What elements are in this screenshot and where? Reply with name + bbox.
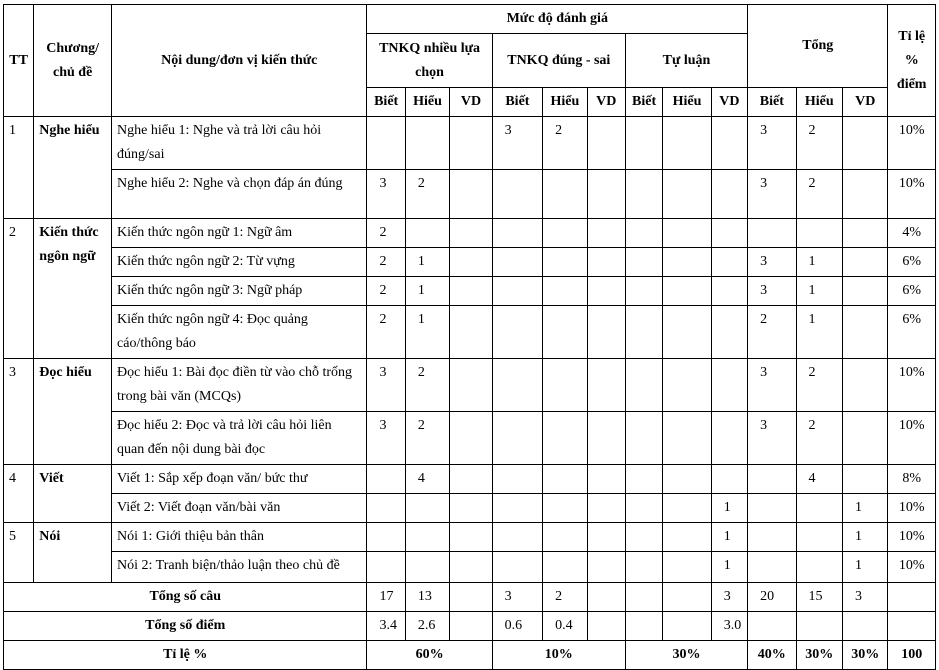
- total-cell: 3.0: [711, 612, 747, 641]
- count-cell: [543, 170, 587, 219]
- count-cell: [543, 494, 587, 523]
- percent-cell: 10%: [888, 552, 936, 583]
- count-cell: [492, 170, 542, 219]
- header-sub-cell: VD: [842, 88, 887, 117]
- topic-number: 3: [4, 359, 34, 465]
- count-cell: [492, 465, 542, 494]
- count-cell: 1: [842, 523, 887, 552]
- count-cell: [625, 117, 662, 170]
- table-header: [4, 5, 936, 117]
- count-cell: [625, 306, 662, 359]
- total-cell: [587, 612, 625, 641]
- table-row: [4, 306, 936, 359]
- header-sub-cell: Biết: [625, 88, 662, 117]
- count-cell: [796, 523, 842, 552]
- count-cell: 3: [367, 170, 405, 219]
- count-cell: [842, 170, 887, 219]
- count-cell: [842, 219, 887, 248]
- total-cell: 3.4: [367, 612, 405, 641]
- count-cell: [450, 412, 492, 465]
- table-row: [4, 117, 936, 170]
- count-cell: 2: [367, 248, 405, 277]
- count-cell: [543, 412, 587, 465]
- count-cell: [711, 306, 747, 359]
- count-cell: 3: [367, 359, 405, 412]
- header-sub-cell: VD: [587, 88, 625, 117]
- count-cell: [492, 248, 542, 277]
- table-body: [4, 117, 936, 670]
- ratio-total: 100: [888, 641, 936, 670]
- count-cell: [405, 552, 449, 583]
- count-cell: 1: [796, 306, 842, 359]
- header-total: Tổng: [748, 5, 888, 88]
- percent-cell: 6%: [888, 277, 936, 306]
- count-cell: [842, 359, 887, 412]
- topic-name: Đọc hiểu: [34, 359, 112, 465]
- count-cell: [543, 306, 587, 359]
- count-cell: [492, 219, 542, 248]
- count-cell: [492, 412, 542, 465]
- ratio-essay: 30%: [625, 641, 747, 670]
- total-cell: [663, 612, 711, 641]
- header-ratio: Tỉ lệ % điểm: [888, 5, 936, 117]
- count-cell: [663, 523, 711, 552]
- count-cell: [587, 277, 625, 306]
- count-cell: [625, 170, 662, 219]
- count-cell: 4: [405, 465, 449, 494]
- total-cell: [663, 583, 711, 612]
- count-cell: 2: [367, 306, 405, 359]
- count-cell: 2: [367, 219, 405, 248]
- count-cell: 1: [711, 552, 747, 583]
- count-cell: [587, 219, 625, 248]
- count-cell: [625, 219, 662, 248]
- header-true-false: TNKQ đúng - sai: [492, 34, 625, 88]
- count-cell: [711, 219, 747, 248]
- header-assessment-level: Mức độ đánh giá: [367, 5, 748, 34]
- count-cell: 2: [405, 412, 449, 465]
- topic-name: Viết: [34, 465, 112, 523]
- total-cell: [796, 612, 842, 641]
- content-cell: Đọc hiểu 2: Đọc và trả lời câu hỏi liên quan đến nội dung bài đọc: [112, 412, 367, 465]
- count-cell: [367, 465, 405, 494]
- count-cell: [625, 494, 662, 523]
- count-cell: [492, 277, 542, 306]
- total-label: Tổng số câu: [4, 583, 367, 612]
- topic-name: Nghe hiểu: [34, 117, 112, 219]
- count-cell: 1: [842, 494, 887, 523]
- count-cell: [543, 465, 587, 494]
- content-cell: Kiến thức ngôn ngữ 3: Ngữ pháp: [112, 277, 367, 306]
- topic-name: Kiến thức ngôn ngữ: [34, 219, 112, 359]
- count-cell: 3: [748, 277, 796, 306]
- count-cell: 2: [367, 277, 405, 306]
- header-sub-cell: Hiểu: [796, 88, 842, 117]
- count-cell: 1: [842, 552, 887, 583]
- count-cell: [663, 359, 711, 412]
- table-row: [4, 523, 936, 552]
- count-cell: [711, 277, 747, 306]
- total-cell: 0.6: [492, 612, 542, 641]
- count-cell: [711, 117, 747, 170]
- count-cell: [543, 248, 587, 277]
- count-cell: [587, 523, 625, 552]
- count-cell: [587, 248, 625, 277]
- count-cell: [405, 494, 449, 523]
- table-row: [4, 412, 936, 465]
- total-cell: 3: [492, 583, 542, 612]
- total-cell: 3: [711, 583, 747, 612]
- count-cell: [748, 552, 796, 583]
- header-content: Nội dung/đơn vị kiến thức: [112, 5, 367, 117]
- count-cell: 1: [405, 248, 449, 277]
- count-cell: [842, 277, 887, 306]
- total-percent-cell: [888, 612, 936, 641]
- header-tt: TT: [4, 5, 34, 117]
- count-cell: 3: [748, 248, 796, 277]
- ratio-true-false: 10%: [492, 641, 625, 670]
- ratio-label: Tỉ lệ %: [4, 641, 367, 670]
- table-row: [4, 552, 936, 583]
- count-cell: 2: [796, 359, 842, 412]
- count-cell: 2: [748, 306, 796, 359]
- ratio-know: 40%: [748, 641, 796, 670]
- total-cell: [450, 612, 492, 641]
- count-cell: [450, 552, 492, 583]
- total-cell: [625, 583, 662, 612]
- header-chapter: Chương/ chủ đề: [34, 5, 112, 117]
- count-cell: [711, 465, 747, 494]
- count-cell: [587, 117, 625, 170]
- count-cell: 2: [796, 117, 842, 170]
- count-cell: [711, 412, 747, 465]
- count-cell: 2: [543, 117, 587, 170]
- table-row: [4, 170, 936, 219]
- header-mcq: TNKQ nhiều lựa chọn: [367, 34, 492, 88]
- count-cell: [663, 248, 711, 277]
- header-essay: Tự luận: [625, 34, 747, 88]
- header-sub-cell: VD: [711, 88, 747, 117]
- count-cell: 2: [405, 359, 449, 412]
- total-label: Tổng số điểm: [4, 612, 367, 641]
- count-cell: [587, 494, 625, 523]
- count-cell: [748, 219, 796, 248]
- count-cell: 1: [405, 277, 449, 306]
- count-cell: [842, 117, 887, 170]
- count-cell: 2: [796, 412, 842, 465]
- count-cell: 3: [367, 412, 405, 465]
- count-cell: [450, 306, 492, 359]
- count-cell: [405, 117, 449, 170]
- count-cell: [450, 465, 492, 494]
- count-cell: [711, 170, 747, 219]
- ratio-understand: 30%: [796, 641, 842, 670]
- count-cell: [711, 359, 747, 412]
- count-cell: [625, 465, 662, 494]
- count-cell: [748, 494, 796, 523]
- count-cell: [367, 523, 405, 552]
- count-cell: [842, 248, 887, 277]
- count-cell: [492, 359, 542, 412]
- count-cell: [796, 552, 842, 583]
- content-cell: Viết 2: Viết đoạn văn/bài văn: [112, 494, 367, 523]
- count-cell: [663, 117, 711, 170]
- count-cell: 1: [711, 494, 747, 523]
- total-cell: 0.4: [543, 612, 587, 641]
- count-cell: [663, 219, 711, 248]
- content-cell: Kiến thức ngôn ngữ 4: Đọc quảng cáo/thông báo: [112, 306, 367, 359]
- count-cell: [625, 277, 662, 306]
- total-cell: 13: [405, 583, 449, 612]
- count-cell: [367, 494, 405, 523]
- header-sub-cell: Biết: [492, 88, 542, 117]
- header-sub-cell: Hiểu: [543, 88, 587, 117]
- percent-cell: 6%: [888, 306, 936, 359]
- total-row-points: [4, 612, 936, 641]
- count-cell: 3: [748, 359, 796, 412]
- count-cell: [543, 552, 587, 583]
- count-cell: [450, 248, 492, 277]
- count-cell: 1: [796, 248, 842, 277]
- topic-number: 2: [4, 219, 34, 359]
- total-cell: [625, 612, 662, 641]
- percent-cell: 8%: [888, 465, 936, 494]
- header-sub-cell: Biết: [748, 88, 796, 117]
- ratio-mcq: 60%: [367, 641, 492, 670]
- percent-cell: 10%: [888, 170, 936, 219]
- count-cell: [663, 552, 711, 583]
- count-cell: [492, 494, 542, 523]
- content-cell: Nghe hiểu 1: Nghe và trả lời câu hỏi đúng/sai: [112, 117, 367, 170]
- count-cell: [492, 523, 542, 552]
- count-cell: 3: [748, 170, 796, 219]
- count-cell: [543, 219, 587, 248]
- count-cell: [663, 465, 711, 494]
- count-cell: 3: [748, 117, 796, 170]
- count-cell: [543, 277, 587, 306]
- header-sub-cell: VD: [450, 88, 492, 117]
- count-cell: 2: [405, 170, 449, 219]
- ratio-apply: 30%: [842, 641, 887, 670]
- count-cell: [625, 248, 662, 277]
- header-sub-cell: Hiểu: [663, 88, 711, 117]
- count-cell: [663, 494, 711, 523]
- count-cell: [450, 219, 492, 248]
- total-row-ratio: [4, 641, 936, 670]
- content-cell: Kiến thức ngôn ngữ 1: Ngữ âm: [112, 219, 367, 248]
- percent-cell: 10%: [888, 494, 936, 523]
- table-row: [4, 248, 936, 277]
- count-cell: [450, 523, 492, 552]
- count-cell: 3: [492, 117, 542, 170]
- topic-number: 4: [4, 465, 34, 523]
- count-cell: 1: [711, 523, 747, 552]
- count-cell: [543, 523, 587, 552]
- count-cell: [450, 277, 492, 306]
- percent-cell: 10%: [888, 412, 936, 465]
- count-cell: [587, 552, 625, 583]
- count-cell: [543, 359, 587, 412]
- table-row: [4, 465, 936, 494]
- content-cell: Nói 1: Giới thiệu bản thân: [112, 523, 367, 552]
- count-cell: [842, 306, 887, 359]
- count-cell: [450, 494, 492, 523]
- topic-number: 5: [4, 523, 34, 583]
- count-cell: [625, 552, 662, 583]
- count-cell: [405, 219, 449, 248]
- total-cell: 3: [842, 583, 887, 612]
- count-cell: 2: [796, 170, 842, 219]
- total-cell: [842, 612, 887, 641]
- total-cell: 15: [796, 583, 842, 612]
- count-cell: [711, 248, 747, 277]
- count-cell: [405, 523, 449, 552]
- count-cell: [587, 465, 625, 494]
- header-sub-cell: Biết: [367, 88, 405, 117]
- count-cell: [748, 523, 796, 552]
- percent-cell: 10%: [888, 117, 936, 170]
- count-cell: [796, 219, 842, 248]
- total-cell: 20: [748, 583, 796, 612]
- count-cell: [492, 306, 542, 359]
- count-cell: [625, 412, 662, 465]
- percent-cell: 10%: [888, 523, 936, 552]
- count-cell: [625, 523, 662, 552]
- count-cell: [625, 359, 662, 412]
- assessment-matrix-table: [3, 4, 936, 670]
- total-row-questions: [4, 583, 936, 612]
- count-cell: [663, 170, 711, 219]
- count-cell: [663, 412, 711, 465]
- percent-cell: 6%: [888, 248, 936, 277]
- percent-cell: 4%: [888, 219, 936, 248]
- content-cell: Đọc hiểu 1: Bài đọc điền từ vào chỗ trống trong bài văn (MCQs): [112, 359, 367, 412]
- table-row: [4, 219, 936, 248]
- count-cell: [367, 552, 405, 583]
- total-cell: [748, 612, 796, 641]
- content-cell: Nói 2: Tranh biện/thảo luận theo chủ đề: [112, 552, 367, 583]
- count-cell: 4: [796, 465, 842, 494]
- topic-name: Nói: [34, 523, 112, 583]
- percent-cell: 10%: [888, 359, 936, 412]
- count-cell: [796, 494, 842, 523]
- count-cell: [842, 465, 887, 494]
- count-cell: [587, 412, 625, 465]
- total-cell: 2.6: [405, 612, 449, 641]
- count-cell: [367, 117, 405, 170]
- count-cell: [450, 359, 492, 412]
- count-cell: [748, 465, 796, 494]
- count-cell: [663, 277, 711, 306]
- count-cell: [842, 412, 887, 465]
- count-cell: [587, 306, 625, 359]
- header-sub-cell: Hiểu: [405, 88, 449, 117]
- total-cell: [587, 583, 625, 612]
- content-cell: Kiến thức ngôn ngữ 2: Từ vựng: [112, 248, 367, 277]
- table-row: [4, 277, 936, 306]
- table-row: [4, 494, 936, 523]
- content-cell: Viết 1: Sắp xếp đoạn văn/ bức thư: [112, 465, 367, 494]
- topic-number: 1: [4, 117, 34, 219]
- count-cell: 3: [748, 412, 796, 465]
- count-cell: 1: [405, 306, 449, 359]
- total-cell: 2: [543, 583, 587, 612]
- count-cell: [492, 552, 542, 583]
- table-row: [4, 359, 936, 412]
- total-cell: [450, 583, 492, 612]
- total-percent-cell: [888, 583, 936, 612]
- count-cell: [587, 359, 625, 412]
- count-cell: [450, 117, 492, 170]
- count-cell: [663, 306, 711, 359]
- count-cell: [450, 170, 492, 219]
- total-cell: 17: [367, 583, 405, 612]
- count-cell: 1: [796, 277, 842, 306]
- count-cell: [587, 170, 625, 219]
- content-cell: Nghe hiểu 2: Nghe và chọn đáp án đúng: [112, 170, 367, 219]
